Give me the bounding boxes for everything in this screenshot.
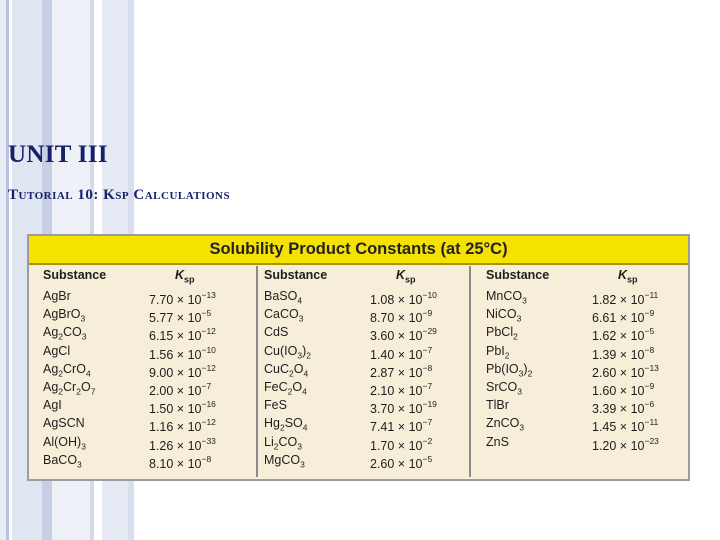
table-row	[486, 288, 684, 308]
table-row	[264, 288, 473, 308]
table-row	[43, 415, 252, 435]
slide-title: UNIT III	[8, 141, 108, 168]
ksp-value-cell: $1.45 \times 10^{-11}$	[592, 417, 659, 435]
table-column	[43, 266, 252, 477]
substance-cell: AgI	[43, 398, 62, 413]
substance-cell: $FeC_2O_4$	[264, 380, 307, 397]
header-ksp: $K_{sp}$	[618, 268, 638, 285]
table-row	[43, 306, 252, 326]
ksp-value-cell: $1.39 \times 10^{-8}$	[592, 344, 655, 362]
substance-cell: CaCO$_3$	[264, 307, 304, 324]
ksp-value-cell: $1.82 \times 10^{-11}$	[592, 290, 659, 308]
ksp-value-cell: $3.39 \times 10^{-6}$	[592, 399, 655, 417]
substance-cell: $Cu(IO_3)_2$	[264, 343, 311, 361]
table-title: Solubility Product Constants (at 25°C)	[29, 236, 688, 265]
table-row	[264, 306, 473, 326]
table-row	[264, 324, 473, 344]
table-row	[264, 434, 473, 451]
substance-cell: MnCO$_3$	[486, 289, 527, 306]
column-header	[43, 268, 252, 288]
substance-cell: $Ag_2CrO_4$	[43, 361, 91, 379]
ksp-value-cell: $7.70 \times 10^{-13}$	[149, 290, 216, 308]
table-row	[486, 434, 684, 451]
table-row	[264, 397, 473, 417]
column-header	[264, 268, 473, 288]
table-row	[486, 324, 684, 344]
substance-cell: FeS	[264, 398, 287, 413]
substance-cell: BaCO$_3$	[43, 452, 82, 470]
ksp-value-cell: $7.41 \times 10^{-7}$	[370, 417, 433, 435]
table-row	[43, 379, 252, 399]
ksp-value-cell: $1.16 \times 10^{-12}$	[149, 417, 216, 435]
ksp-value-cell: $3.70 \times 10^{-19}$	[370, 399, 437, 417]
substance-cell: AgBrO$_3$	[43, 307, 86, 324]
ksp-value-cell: $1.60 \times 10^{-9}$	[592, 381, 655, 399]
header-substance: Substance	[486, 268, 550, 282]
substance-cell: $CuC_2O_4$	[264, 361, 309, 379]
header-ksp: $K_{sp}$	[175, 268, 195, 285]
ksp-value-cell: $2.60 \times 10^{-5}$	[370, 453, 433, 471]
substance-cell: AgCl	[43, 343, 71, 358]
ksp-value-cell: $3.60 \times 10^{-29}$	[370, 326, 437, 344]
substance-cell: AgBr	[43, 289, 71, 303]
ksp-value-cell: $6.15 \times 10^{-12}$	[149, 326, 216, 344]
header-ksp: $K_{sp}$	[396, 268, 416, 285]
table-row	[43, 397, 252, 417]
ksp-value-cell: $2.00 \times 10^{-7}$	[149, 381, 212, 399]
substance-cell: ZnS	[486, 434, 509, 449]
decor-stripe	[6, 0, 9, 540]
table-row	[264, 379, 473, 399]
substance-cell: MgCO$_3$	[264, 452, 305, 470]
header-substance: Substance	[264, 268, 328, 282]
substance-cell: PbI$_2$	[486, 343, 510, 361]
ksp-value-cell: $2.60 \times 10^{-13}$	[592, 362, 659, 380]
table-row	[486, 343, 684, 360]
table-row	[486, 415, 684, 435]
table-row	[43, 452, 252, 469]
table-row	[486, 361, 684, 378]
ksp-value-cell: $8.10 \times 10^{-8}$	[149, 453, 212, 471]
table-row	[43, 324, 252, 344]
substance-cell: NiCO$_3$	[486, 307, 522, 324]
ksp-value-cell: $1.40 \times 10^{-7}$	[370, 344, 433, 362]
substance-cell: SrCO$_3$	[486, 380, 522, 397]
substance-cell: AgSCN	[43, 416, 85, 431]
ksp-table	[27, 234, 690, 481]
substance-cell: CdS	[264, 325, 289, 340]
substance-cell: $Ag_2Cr_2O_7$	[43, 380, 96, 397]
header-substance: Substance	[43, 268, 107, 282]
table-row	[43, 361, 252, 378]
table-column	[486, 266, 684, 477]
substance-cell: TlBr	[486, 398, 509, 413]
ksp-value-cell: $8.70 \times 10^{-9}$	[370, 308, 433, 326]
substance-cell: $Ag_2CO_3$	[43, 325, 87, 342]
table-row	[43, 434, 252, 451]
table-row	[43, 288, 252, 308]
table-row	[264, 343, 473, 360]
substance-cell: $Pb(IO_3)_2$	[486, 361, 533, 379]
column-header	[486, 268, 684, 288]
substance-cell: $Al(OH)_3$	[43, 434, 86, 452]
ksp-value-cell: $1.56 \times 10^{-10}$	[149, 344, 216, 362]
column-divider	[256, 266, 258, 477]
ksp-value-cell: $2.87 \times 10^{-8}$	[370, 362, 433, 380]
ksp-value-cell: $2.10 \times 10^{-7}$	[370, 381, 433, 399]
substance-cell: $Hg_2SO_4$	[264, 416, 308, 433]
table-row	[486, 306, 684, 326]
ksp-value-cell: $1.08 \times 10^{-10}$	[370, 290, 437, 308]
table-row	[264, 452, 473, 469]
ksp-value-cell: $9.00 \times 10^{-12}$	[149, 362, 216, 380]
substance-cell: ZnCO$_3$	[486, 416, 525, 433]
ksp-value-cell: $1.50 \times 10^{-16}$	[149, 399, 216, 417]
table-row	[486, 379, 684, 399]
ksp-value-cell: $1.26 \times 10^{-33}$	[149, 435, 216, 453]
ksp-value-cell: $1.70 \times 10^{-2}$	[370, 435, 433, 453]
slide-subtitle: Tutorial 10: Ksp Calculations	[8, 187, 231, 203]
table-row	[264, 361, 473, 378]
ksp-value-cell: $1.62 \times 10^{-5}$	[592, 326, 655, 344]
ksp-value-cell: $6.61 \times 10^{-9}$	[592, 308, 655, 326]
table-column	[264, 266, 473, 477]
table-row	[264, 415, 473, 435]
substance-cell: PbCl$_2$	[486, 325, 518, 342]
substance-cell: BaSO$_4$	[264, 289, 303, 306]
table-row	[486, 397, 684, 417]
substance-cell: $Li_2CO_3$	[264, 434, 302, 452]
table-row	[43, 343, 252, 360]
ksp-value-cell: $5.77 \times 10^{-5}$	[149, 308, 212, 326]
ksp-value-cell: $1.20 \times 10^{-23}$	[592, 435, 659, 453]
